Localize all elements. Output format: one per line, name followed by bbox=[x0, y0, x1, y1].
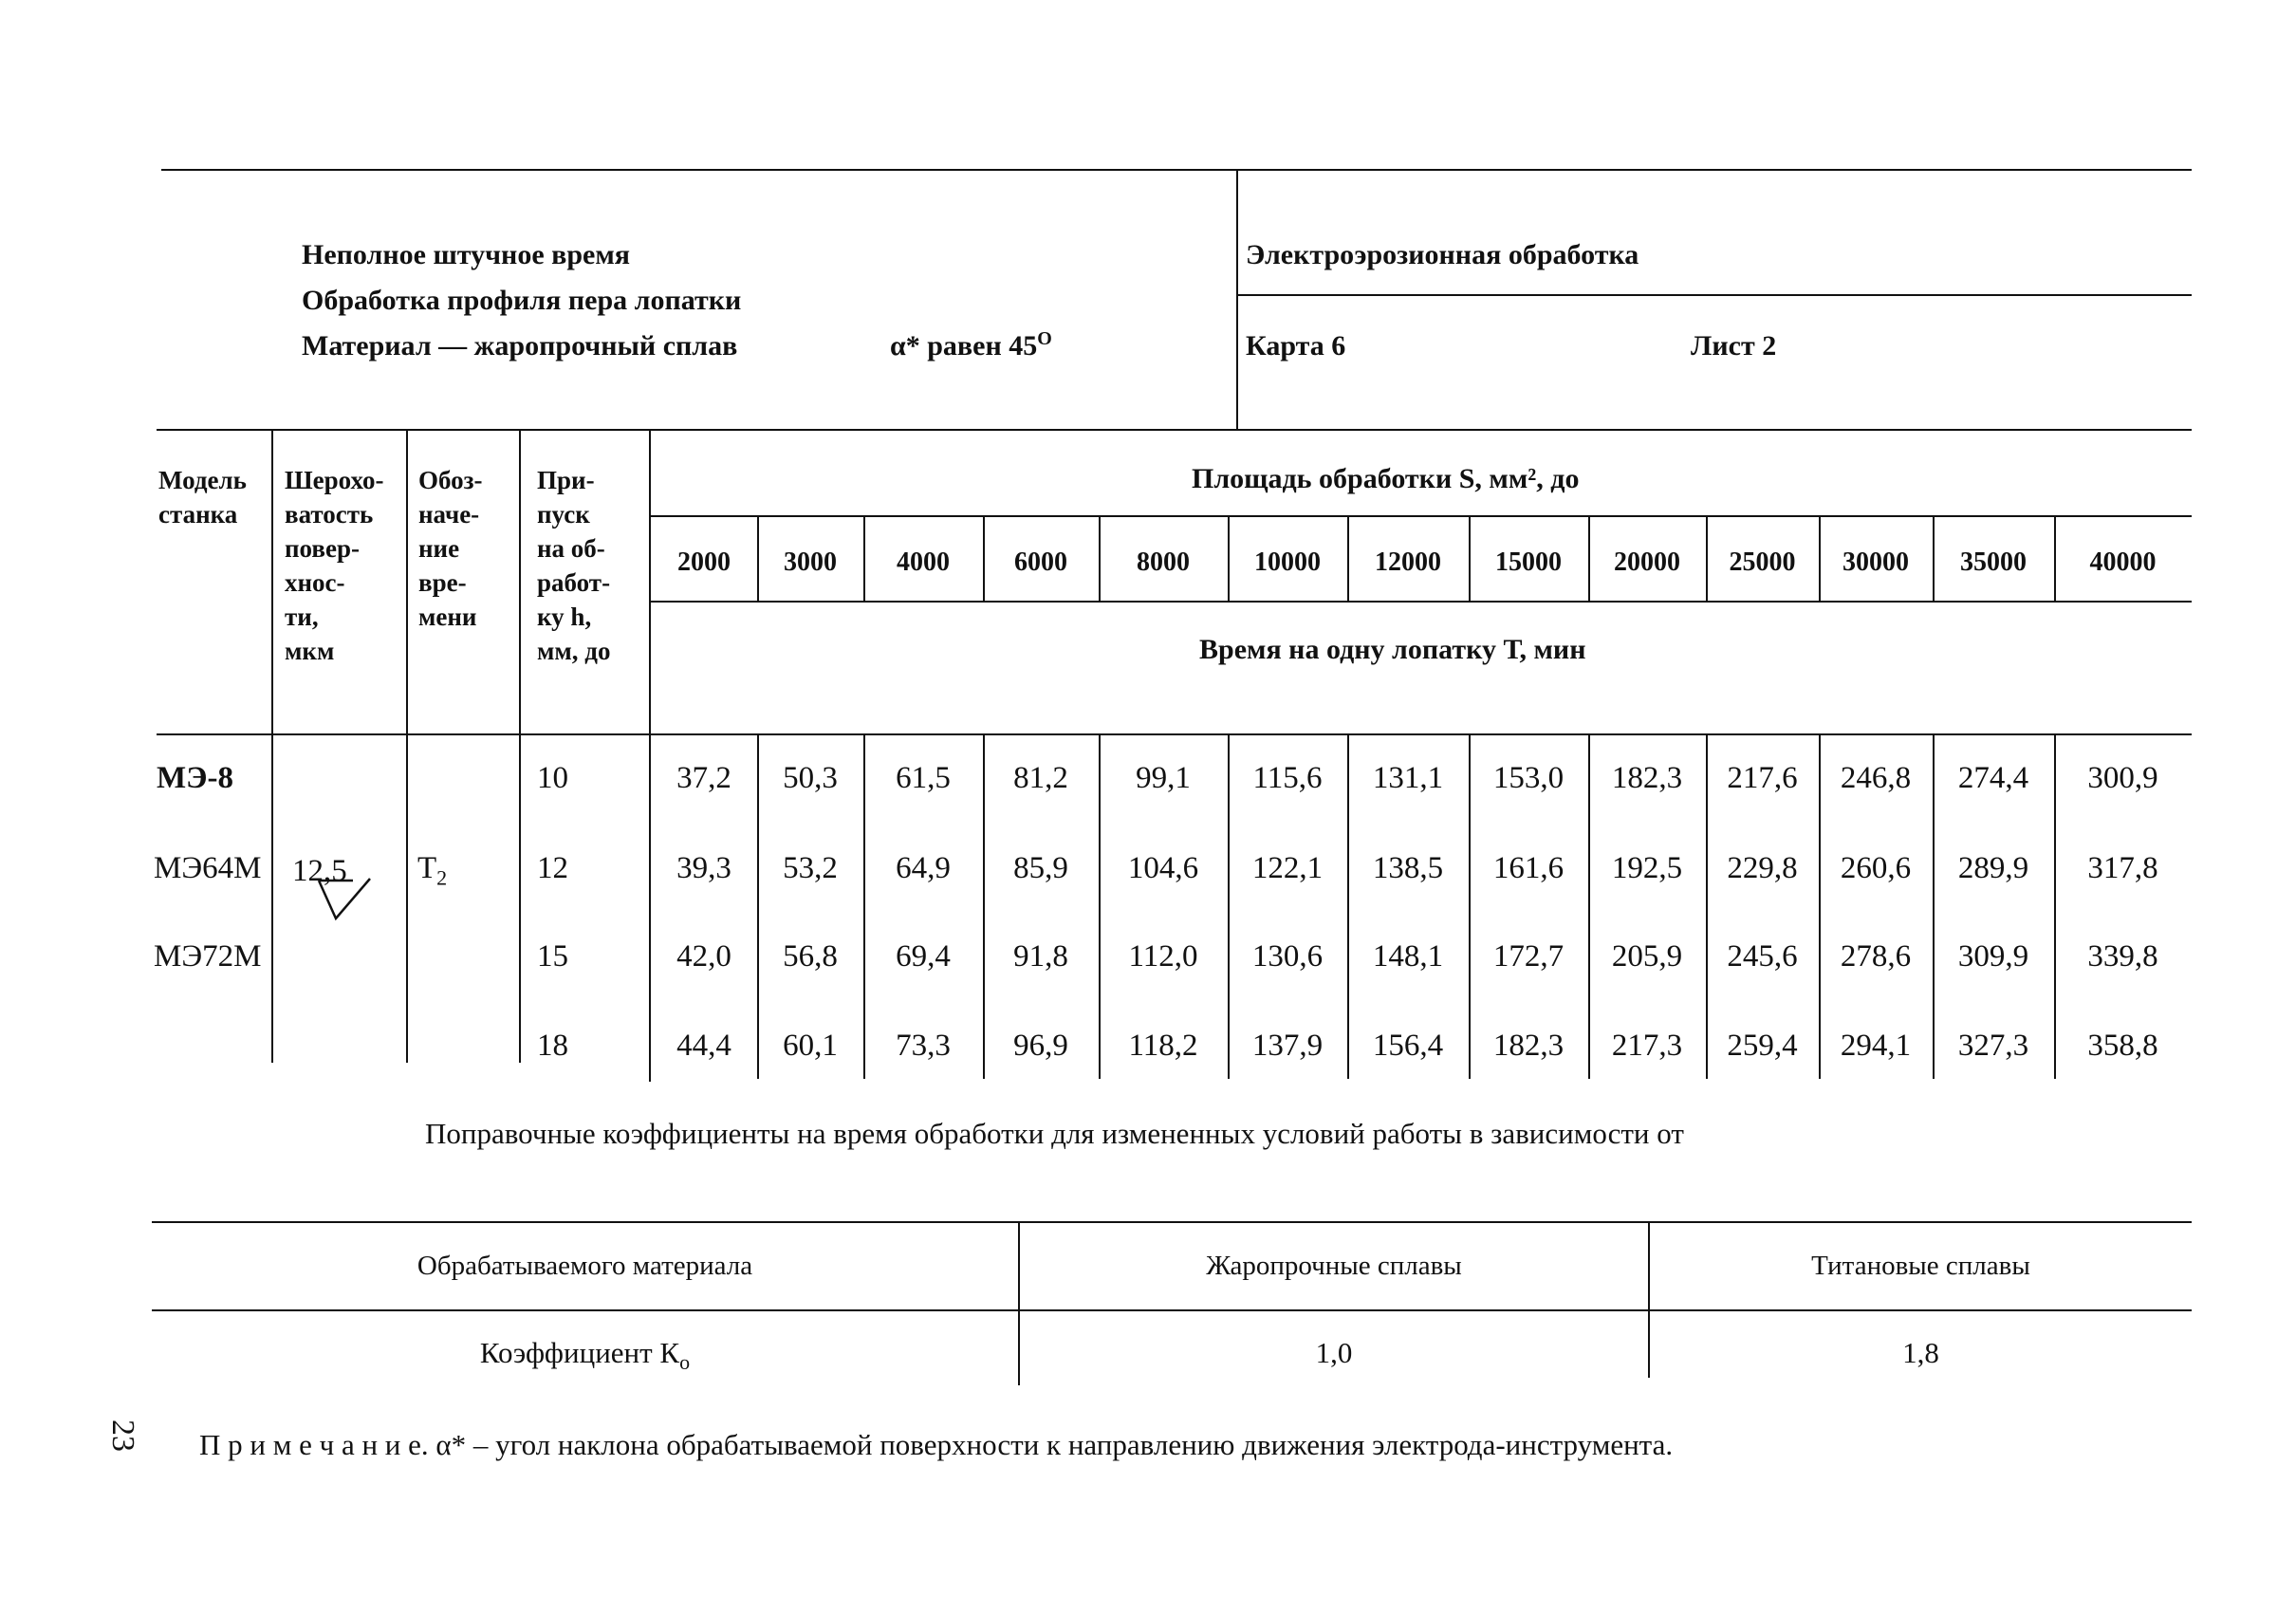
area-header-cell: 3000 bbox=[784, 547, 837, 577]
table-cell: 115,6 bbox=[1252, 761, 1323, 795]
table-cell: 156,4 bbox=[1372, 1029, 1444, 1063]
top-rule bbox=[161, 169, 2192, 171]
col-sep-4 bbox=[649, 429, 651, 1082]
col-sep-1 bbox=[271, 429, 273, 1063]
area-col-separator bbox=[1933, 515, 1935, 603]
table-cell: 327,3 bbox=[1957, 1029, 2029, 1063]
page-number: 23 bbox=[105, 1419, 140, 1452]
area-header-cell: 15000 bbox=[1495, 547, 1562, 577]
table-cell: 61,5 bbox=[896, 761, 951, 795]
area-col-separator bbox=[1819, 515, 1821, 603]
table-cell: 217,6 bbox=[1727, 761, 1798, 795]
area-header-cell: 6000 bbox=[1014, 547, 1067, 577]
area-col-separator bbox=[1099, 515, 1101, 603]
table-cell: 182,3 bbox=[1492, 1029, 1565, 1063]
area-col-separator bbox=[1469, 515, 1471, 603]
correction-caption: Поправочные коэффициенты на время обработки для измененных условий работы в зависимости от bbox=[425, 1117, 1684, 1150]
area-header-cell: 40000 bbox=[2089, 547, 2157, 577]
model-me72m: МЭ72М bbox=[154, 939, 262, 974]
table-cell: 69,4 bbox=[896, 939, 951, 974]
table-cell: 99,1 bbox=[1136, 761, 1191, 795]
model-me8: МЭ-8 bbox=[157, 761, 234, 795]
time-header: Время на одну лопатку Т, мин bbox=[1199, 634, 1586, 665]
col-model-header: Модель станка bbox=[158, 466, 247, 529]
allowance-value: 15 bbox=[537, 939, 568, 974]
table-cell: 278,6 bbox=[1840, 939, 1912, 974]
table-cell: 122,1 bbox=[1251, 851, 1324, 885]
table-cell: 138,5 bbox=[1372, 851, 1444, 885]
corr-col3-header: Титановые сплавы bbox=[1811, 1251, 2030, 1281]
col-sep-2 bbox=[406, 429, 408, 1063]
table-cell: 274,4 bbox=[1957, 761, 2029, 795]
table-header-bottom-rule bbox=[157, 733, 2192, 735]
area-header-cell: 25000 bbox=[1729, 547, 1796, 577]
table-cell: 44,4 bbox=[676, 1029, 731, 1063]
area-header-cell: 12000 bbox=[1375, 547, 1441, 577]
title-line-1: Неполное штучное время bbox=[302, 239, 631, 270]
table-cell: 182,3 bbox=[1611, 761, 1683, 795]
note-prefix: П р и м е ч а н и е. bbox=[199, 1428, 429, 1461]
model-me64m: МЭ64М bbox=[154, 851, 262, 885]
table-cell: 118,2 bbox=[1128, 1029, 1198, 1063]
table-cell: 260,6 bbox=[1840, 851, 1912, 885]
process-title: Электроэрозионная обработка bbox=[1246, 239, 1639, 270]
table-cell: 39,3 bbox=[676, 851, 731, 885]
alpha-degree: O bbox=[1037, 328, 1052, 349]
table-cell: 153,0 bbox=[1492, 761, 1565, 795]
alpha-note bbox=[890, 328, 1052, 362]
table-cell: 172,7 bbox=[1492, 939, 1565, 974]
area-col-separator bbox=[757, 515, 759, 603]
table-cell: 104,6 bbox=[1127, 851, 1199, 885]
designation-value: $Т_2$ bbox=[417, 851, 448, 890]
corr-col2-header: Жаропрочные сплавы bbox=[1206, 1251, 1462, 1281]
area-header-cell: 2000 bbox=[677, 547, 731, 577]
table-cell: 309,9 bbox=[1957, 939, 2029, 974]
table-cell: 137,9 bbox=[1251, 1029, 1324, 1063]
table-cell: 64,9 bbox=[896, 851, 951, 885]
card-number: Карта 6 bbox=[1246, 330, 1346, 362]
area-col-separator bbox=[2054, 515, 2056, 603]
areas-bottom-rule bbox=[651, 601, 2192, 603]
allowance-value: 18 bbox=[537, 1029, 568, 1063]
area-header-cell: 10000 bbox=[1254, 547, 1321, 577]
area-col-separator bbox=[863, 515, 865, 603]
corr-col1-header: Обрабатываемого материала bbox=[417, 1251, 753, 1281]
table-cell: 56,8 bbox=[783, 939, 838, 974]
table-cell: 246,8 bbox=[1840, 761, 1912, 795]
area-header-cell: 35000 bbox=[1960, 547, 2027, 577]
table-cell: 358,8 bbox=[2087, 1029, 2158, 1063]
allowance-value: 10 bbox=[537, 761, 568, 795]
area-col-separator bbox=[1588, 515, 1590, 603]
col-allowance-header: При- пуск на об- работ- ку h, мм, до bbox=[537, 466, 611, 665]
table-cell: 130,6 bbox=[1251, 939, 1324, 974]
title-line-3: Материал — жаропрочный сплав bbox=[302, 330, 738, 362]
table-cell: 229,8 bbox=[1727, 851, 1798, 885]
table-cell: 317,8 bbox=[2087, 851, 2158, 885]
table-cell: 42,0 bbox=[676, 939, 731, 974]
table-cell: 205,9 bbox=[1611, 939, 1683, 974]
area-col-separator bbox=[1347, 515, 1349, 603]
table-cell: 81,2 bbox=[1013, 761, 1068, 795]
area-header-cell: 30000 bbox=[1842, 547, 1909, 577]
table-cell: 131,1 bbox=[1372, 761, 1444, 795]
table-top-rule bbox=[157, 429, 2192, 431]
title-line-2: Обработка профиля пера лопатки bbox=[302, 285, 742, 316]
note-text: α* – угол наклона обрабатываемой поверхности к направлению движения электрода-инструмента. bbox=[435, 1428, 1674, 1461]
table-cell: 245,6 bbox=[1727, 939, 1798, 974]
roughness-symbol bbox=[315, 873, 372, 930]
coef-heat-resistant: 1,0 bbox=[1315, 1336, 1353, 1369]
col-designation-header: Обоз- наче- ние вре- мени bbox=[418, 466, 483, 631]
table-cell: 96,9 bbox=[1013, 1029, 1068, 1063]
corr-top-rule bbox=[152, 1221, 2192, 1223]
roughness-value: 12,5 bbox=[292, 854, 347, 888]
table-cell: 60,1 bbox=[783, 1029, 838, 1063]
col-roughness-header: Шерохо- ватость повер- хнос- ти, мкм bbox=[285, 466, 384, 665]
area-header-cell: 8000 bbox=[1137, 547, 1190, 577]
table-cell: 91,8 bbox=[1013, 939, 1068, 974]
coef-titanium: 1,8 bbox=[1902, 1336, 1939, 1369]
table-cell: 161,6 bbox=[1492, 851, 1565, 885]
table-cell: 50,3 bbox=[783, 761, 838, 795]
areas-top-rule bbox=[651, 515, 2192, 517]
corr-mid-rule bbox=[152, 1309, 2192, 1311]
table-cell: 300,9 bbox=[2087, 761, 2158, 795]
table-cell: 192,5 bbox=[1611, 851, 1683, 885]
area-col-separator bbox=[1228, 515, 1230, 603]
table-cell: 112,0 bbox=[1128, 939, 1198, 974]
table-cell: 148,1 bbox=[1372, 939, 1444, 974]
table-cell: 85,9 bbox=[1013, 851, 1068, 885]
coef-label: Коэффициент $К_о$ bbox=[479, 1336, 691, 1375]
area-header-cell: 20000 bbox=[1614, 547, 1680, 577]
table-cell: 37,2 bbox=[676, 761, 731, 795]
table-cell: 259,4 bbox=[1727, 1029, 1798, 1063]
table-cell: 73,3 bbox=[896, 1029, 951, 1063]
table-cell: 53,2 bbox=[783, 851, 838, 885]
alpha-label: α* равен 45 bbox=[890, 330, 1038, 362]
area-col-separator bbox=[983, 515, 985, 603]
area-col-separator bbox=[1706, 515, 1708, 603]
area-header-cell: 4000 bbox=[897, 547, 950, 577]
table-cell: 339,8 bbox=[2087, 939, 2158, 974]
table-cell: 217,3 bbox=[1611, 1029, 1683, 1063]
allowance-value: 12 bbox=[537, 851, 568, 885]
process-rule bbox=[1236, 294, 2192, 296]
sheet-number: Лист 2 bbox=[1691, 330, 1777, 362]
table-cell: 294,1 bbox=[1840, 1029, 1912, 1063]
header-divider bbox=[1236, 169, 1238, 430]
col-sep-3 bbox=[519, 429, 521, 1063]
area-header: Площадь обработки S, мм², до bbox=[1192, 463, 1580, 494]
table-cell: 289,9 bbox=[1957, 851, 2029, 885]
note bbox=[199, 1428, 1673, 1462]
